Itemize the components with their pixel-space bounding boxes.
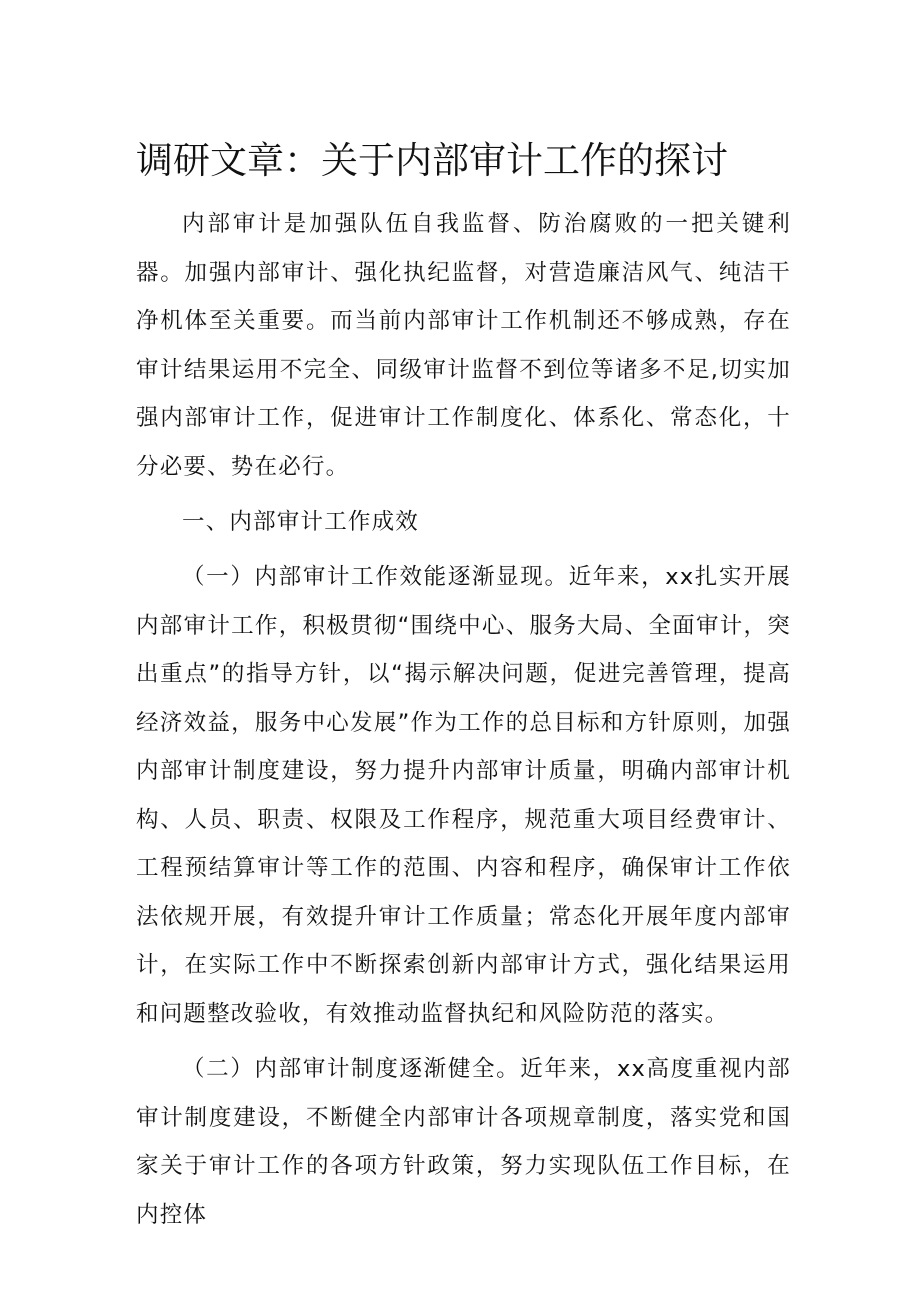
section-1-paragraph: （一）内部审计工作效能逐渐显现。近年来，xx扎实开展内部审计工作，积极贯彻“围绕中心、服务大局、全面审计，突出重点”的指导方针，以“揭示解决问题，促进完善管理，提高经济效益，服务中心发展”作为工作的总目标和方针原则，加强内部审计制度建设，努力提升内部审计质量，明确内部审计机构、人员、职责、权限及工作程序，规范重大项目经费审计、工程预结算审计等工作的范围、内容和程序，确保审计工作依法依规开展，有效提升审计工作质量；常态化开展年度内部审计，在实际工作中不断探索创新内部审计方式，强化结果运用和问题整改验收，有效推动监督执纪和风险防范的落实。 xyxy=(136,564,791,1027)
intro-paragraph: 内部审计是加强队伍自我监督、防治腐败的一把关键利器。加强内部审计、强化执纪监督，对营造廉洁风气、纯洁干净机体至关重要。而当前内部审计工作机制还不够成熟，存在审计结果运用不完全、同级审计监督不到位等诸多不足,切实加强内部审计工作，促进审计工作制度化、体系化、常态化，十分必要、势在必行。 xyxy=(136,211,791,480)
section-2-paragraph: （二）内部审计制度逐渐健全。近年来，xx高度重视内部审计制度建设，不断健全内部审计各项规章制度，落实党和国家关于审计工作的各项方针政策，努力实现队伍工作目标，在内控体 xyxy=(136,1056,791,1228)
document-title: 调研文章：关于内部审计工作的探讨 xyxy=(136,139,728,182)
section-heading-1: 一、内部审计工作成效 xyxy=(182,509,420,535)
